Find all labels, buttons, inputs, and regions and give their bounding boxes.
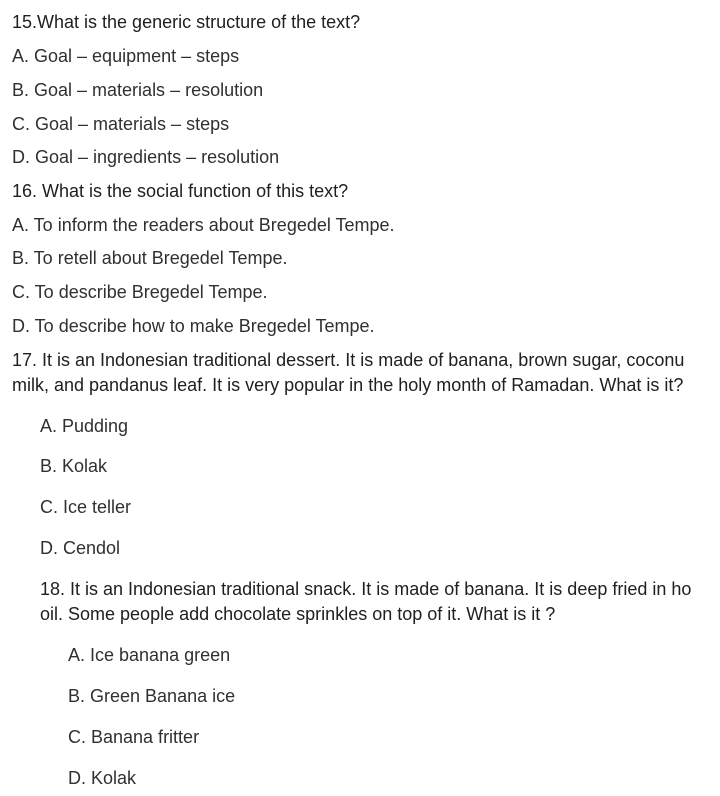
- question-17-line-1: 17. It is an Indonesian traditional dessert. It is made of banana, brown sugar, coconu: [12, 350, 685, 370]
- q17-option-c: C. Ice teller: [40, 497, 132, 517]
- q16-option-a: A. To inform the readers about Bregedel Tempe.: [12, 215, 395, 235]
- q18-option-d: D. Kolak: [68, 768, 137, 788]
- q15-option-a: A. Goal – equipment – steps: [12, 46, 240, 66]
- question-16: 16. What is the social function of this text?: [12, 181, 349, 201]
- q15-option-b: B. Goal – materials – resolution: [12, 80, 264, 100]
- q16-option-c: C. To describe Bregedel Tempe.: [12, 282, 268, 302]
- q15-option-d: D. Goal – ingredients – resolution: [12, 147, 280, 167]
- question-17-line-2: milk, and pandanus leaf. It is very popular in the holy month of Ramadan. What is it?: [12, 375, 684, 395]
- q17-option-a: A. Pudding: [40, 416, 129, 436]
- q16-option-d: D. To describe how to make Bregedel Tempe.: [12, 316, 375, 336]
- q16-option-b: B. To retell about Bregedel Tempe.: [12, 248, 288, 268]
- q18-option-c: C. Banana fritter: [68, 727, 200, 747]
- q18-option-b: B. Green Banana ice: [68, 686, 236, 706]
- q18-option-a: A. Ice banana green: [68, 645, 231, 665]
- q15-option-c: C. Goal – materials – steps: [12, 114, 230, 134]
- q17-option-b: B. Kolak: [40, 456, 108, 476]
- question-18-line-1: 18. It is an Indonesian traditional snack. It is made of banana. It is deep fried in ho: [40, 579, 692, 599]
- question-18-line-2: oil. Some people add chocolate sprinkles on top of it. What is it ?: [40, 604, 556, 624]
- question-15: 15.What is the generic structure of the text?: [12, 12, 361, 32]
- q17-option-d: D. Cendol: [40, 538, 121, 558]
